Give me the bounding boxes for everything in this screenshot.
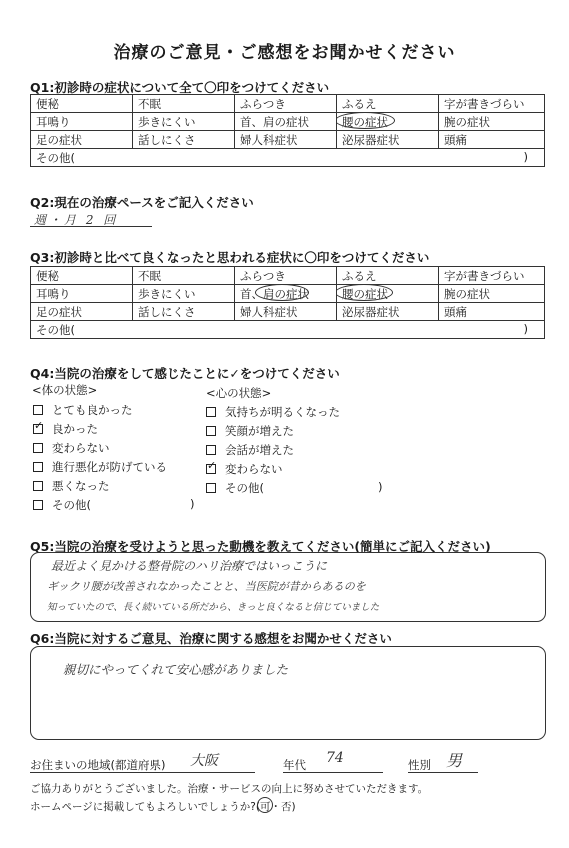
q6-answer-line: 親切にやってくれて安心感がありました: [63, 662, 289, 677]
q4-mind-option-checked[interactable]: [206, 461, 283, 477]
q3-cell[interactable]: 歩きにくい: [133, 285, 235, 303]
q1-cell[interactable]: 婦人科症状: [235, 131, 337, 149]
checkbox-checked-icon[interactable]: [33, 424, 43, 434]
q3-cell-label: 首、肩の症状: [240, 286, 309, 301]
q4-mind-option[interactable]: [206, 404, 340, 420]
age-underline: [283, 772, 383, 773]
q1-other-label: その他(: [36, 150, 75, 165]
option-label: 変わらない: [52, 441, 110, 455]
q2-heading: Q2:現在の治療ペースをご記入ください: [30, 195, 254, 210]
q1-cell[interactable]: 腕の症状: [439, 113, 545, 131]
checkbox-icon[interactable]: [33, 443, 43, 453]
q3-cell-circled[interactable]: [235, 285, 337, 303]
q3-symptom-table: [30, 266, 545, 339]
q3-cell[interactable]: 足の症状: [31, 303, 133, 321]
q5-answer-line: ギックリ腰が改善されなかったことと、当医院が昔からあるのを: [47, 580, 366, 593]
publish-close-paren: ): [291, 801, 296, 813]
checkbox-icon[interactable]: [206, 483, 216, 493]
hand-circle-mark: [257, 797, 273, 813]
checkbox-icon[interactable]: [33, 481, 43, 491]
checkbox-icon[interactable]: [206, 445, 216, 455]
q1-cell[interactable]: 頭痛: [439, 131, 545, 149]
q1-other-field[interactable]: [31, 149, 545, 167]
q1-cell[interactable]: 足の症状: [31, 131, 133, 149]
q3-heading: Q3:初診時と比べて良くなったと思われる症状に〇印をつけてください: [30, 250, 430, 265]
option-label: 気持ちが明るくなった: [225, 405, 340, 419]
q3-cell-label: 腰の症状: [342, 286, 388, 301]
q1-cell[interactable]: 首、肩の症状: [235, 113, 337, 131]
option-label: 笑顔が増えた: [225, 424, 294, 438]
thanks-text: ご協力ありがとうございました。治療・サービスの向上に努めさせていただきます。: [30, 783, 429, 795]
table-row: [31, 131, 545, 149]
option-label: 変わらない: [225, 462, 283, 476]
publish-yes-option[interactable]: [260, 799, 271, 814]
gender-value[interactable]: 男: [446, 751, 463, 770]
q3-cell[interactable]: 耳鳴り: [31, 285, 133, 303]
q3-cell[interactable]: 話しにくさ: [133, 303, 235, 321]
q3-cell[interactable]: 頭痛: [439, 303, 545, 321]
q1-cell[interactable]: 耳鳴り: [31, 113, 133, 131]
q3-other-field[interactable]: [31, 321, 545, 339]
q1-cell[interactable]: 便秘: [31, 95, 133, 113]
checkbox-icon[interactable]: [206, 407, 216, 417]
q1-cell[interactable]: 歩きにくい: [133, 113, 235, 131]
q3-cell[interactable]: 泌尿器症状: [337, 303, 439, 321]
q5-answer-line: 最近よく見かける整骨院のハリ治療ではいっこうに: [51, 559, 328, 573]
checkbox-checked-icon[interactable]: [206, 464, 216, 474]
q1-cell[interactable]: ふらつき: [235, 95, 337, 113]
q3-cell[interactable]: 婦人科症状: [235, 303, 337, 321]
publish-question-text: ホームページに掲載してもよろしいでしょうか?(: [30, 801, 260, 813]
q1-cell[interactable]: 字が書きづらい: [439, 95, 545, 113]
q1-other-close: ): [523, 150, 528, 164]
q4-mind-option[interactable]: [206, 423, 294, 439]
q5-answer-line: 知っていたので、長く続いている所だから、きっと良くなると信じていました: [47, 602, 380, 613]
table-row: [31, 113, 545, 131]
age-value[interactable]: 74: [326, 750, 344, 766]
q5-answer-box[interactable]: [30, 552, 546, 622]
q3-cell[interactable]: 字が書きづらい: [439, 267, 545, 285]
q4-body-option[interactable]: [33, 478, 110, 494]
table-row: [31, 321, 545, 339]
region-value[interactable]: 大阪: [190, 753, 218, 769]
q3-other-label: その他(: [36, 322, 75, 337]
q2-answer[interactable]: 週・月 2 回: [34, 213, 119, 227]
q1-cell[interactable]: 泌尿器症状: [337, 131, 439, 149]
q3-cell[interactable]: 便秘: [31, 267, 133, 285]
age-label: 年代: [283, 758, 306, 772]
q4-body-option[interactable]: [33, 459, 167, 475]
q1-cell[interactable]: 話しにくさ: [133, 131, 235, 149]
gender-underline: [408, 772, 478, 773]
page-title: 治療のご意見・ご感想をお聞かせください: [113, 43, 456, 63]
q4-body-option[interactable]: [33, 497, 91, 513]
q3-other-close: ): [523, 322, 528, 336]
q1-heading: Q1:初診時の症状について全て〇印をつけてください: [30, 80, 330, 95]
table-row: [31, 267, 545, 285]
gender-label: 性別: [408, 758, 431, 772]
option-label: その他(: [225, 481, 264, 495]
q1-symptom-table: [30, 94, 545, 167]
q1-cell[interactable]: ふるえ: [337, 95, 439, 113]
q5-heading: Q5:当院の治療を受けようと思った動機を教えてください(簡単にご記入ください): [30, 539, 491, 554]
table-row: [31, 285, 545, 303]
publish-permission-question: [30, 799, 296, 814]
checkbox-icon[interactable]: [33, 405, 43, 415]
option-label: その他(: [52, 498, 91, 512]
table-row: [31, 303, 545, 321]
q3-cell[interactable]: 不眠: [133, 267, 235, 285]
q4-mind-heading: <心の状態>: [206, 386, 272, 400]
separator-dot: ・: [270, 801, 281, 813]
q4-body-other-close: ): [190, 497, 195, 511]
q1-cell-label: 腰の症状: [342, 114, 388, 129]
q1-cell-circled[interactable]: [337, 113, 439, 131]
table-row: [31, 95, 545, 113]
q3-cell[interactable]: ふるえ: [337, 267, 439, 285]
region-label: お住まいの地域(都道府県): [30, 758, 166, 772]
q4-body-option-checked[interactable]: [33, 421, 98, 437]
option-label: 悪くなった: [52, 479, 110, 493]
q4-mind-option[interactable]: [206, 480, 264, 496]
option-label: とても良かった: [52, 403, 133, 417]
checkbox-icon[interactable]: [33, 500, 43, 510]
q4-body-heading: <体の状態>: [32, 383, 98, 397]
q2-answer-underline: [30, 226, 152, 227]
checkbox-icon[interactable]: [206, 426, 216, 436]
q4-body-option[interactable]: [33, 402, 133, 418]
q4-body-option[interactable]: [33, 440, 110, 456]
hand-circle-mark: [255, 285, 309, 302]
yes-label: 可: [259, 801, 271, 813]
q4-mind-option[interactable]: [206, 442, 294, 458]
q6-answer-box[interactable]: [30, 646, 546, 740]
option-label: 会話が増えた: [225, 443, 294, 457]
table-row: [31, 149, 545, 167]
q3-cell[interactable]: ふらつき: [235, 267, 337, 285]
region-underline: [30, 772, 255, 773]
q4-heading: Q4:当院の治療をして感じたことに✓をつけてください: [30, 366, 340, 381]
q1-cell[interactable]: 不眠: [133, 95, 235, 113]
q6-heading: Q6:当院に対するご意見、治療に関する感想をお聞かせください: [30, 631, 392, 646]
q3-cell[interactable]: 腕の症状: [439, 285, 545, 303]
checkbox-icon[interactable]: [33, 462, 43, 472]
option-label: 良かった: [52, 422, 98, 436]
q4-mind-other-close: ): [378, 480, 383, 494]
option-label: 進行悪化が防げている: [52, 460, 167, 474]
q3-cell-circled[interactable]: [337, 285, 439, 303]
publish-no-option[interactable]: 否: [280, 801, 292, 813]
